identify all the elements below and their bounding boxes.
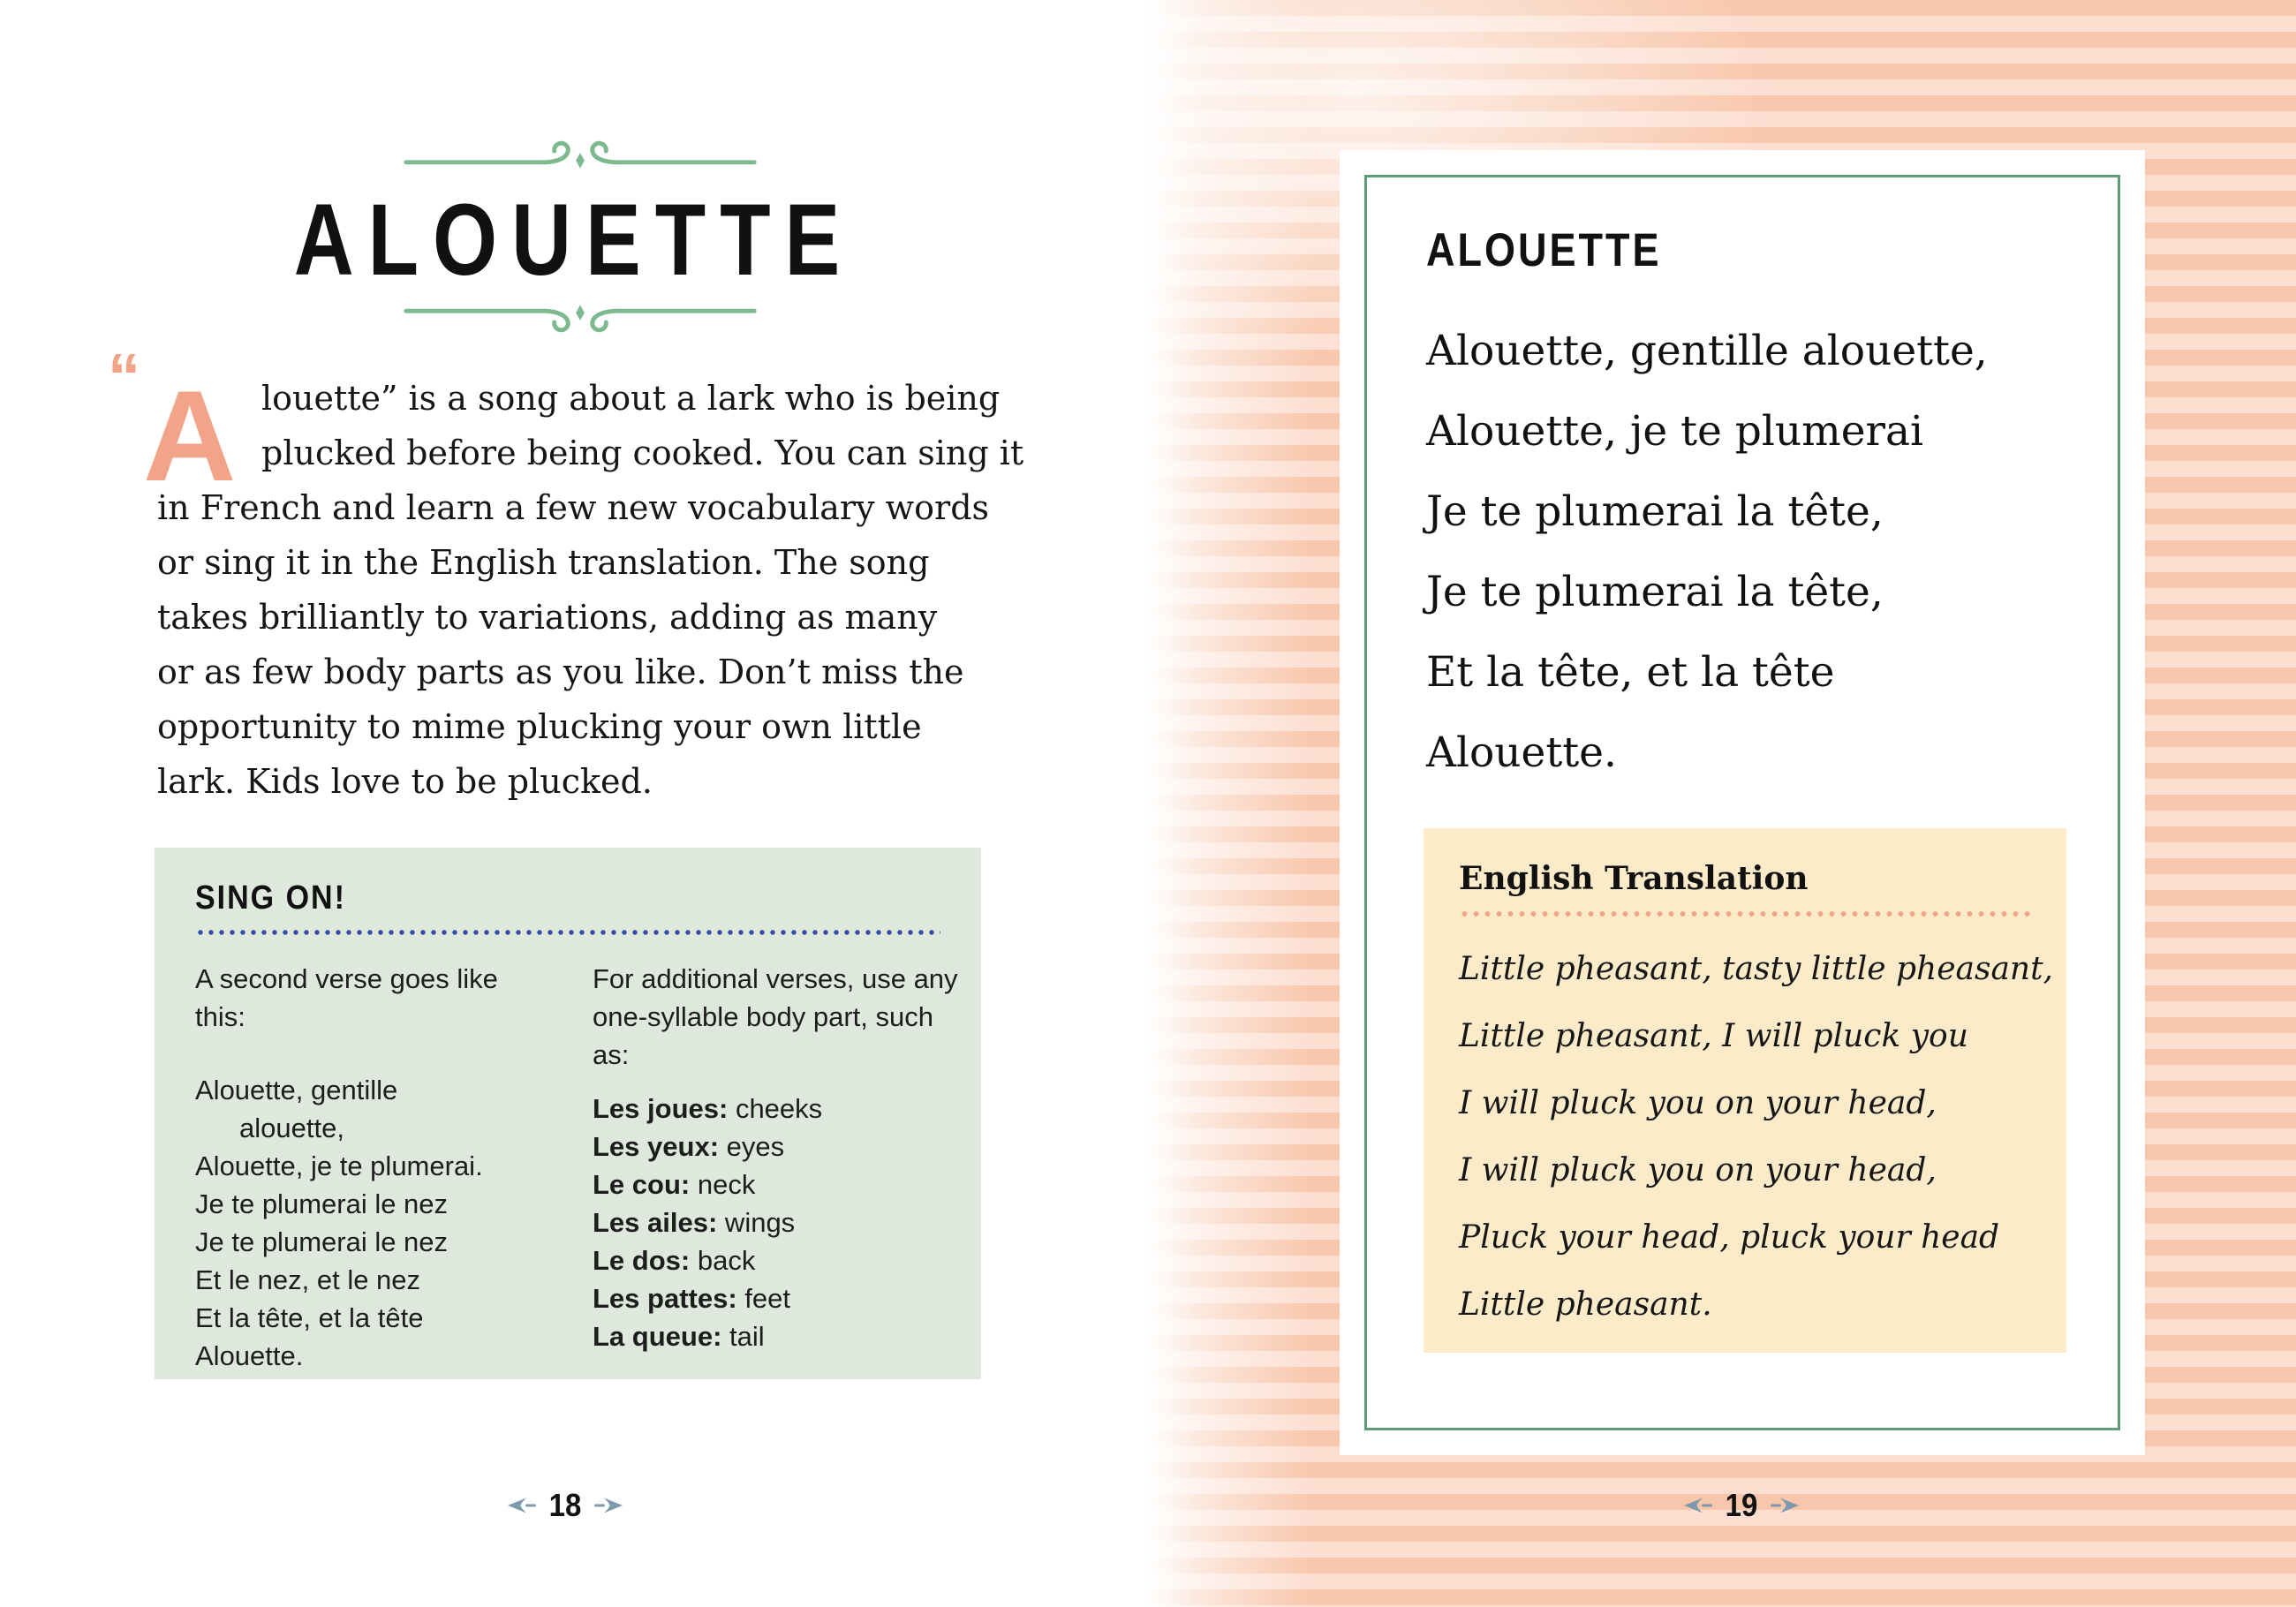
verse-line: Alouette, gentille bbox=[195, 1075, 398, 1105]
page-arrow-left-icon bbox=[507, 1495, 537, 1516]
vocab-french: La queue: bbox=[593, 1321, 722, 1352]
sing-on-title: SING ON! bbox=[195, 879, 346, 917]
page-number-left bbox=[468, 1489, 662, 1522]
sing-on-right-column bbox=[593, 960, 976, 1375]
page-number-text: 19 bbox=[1725, 1487, 1758, 1523]
verse-line: Je te plumerai le nez bbox=[195, 1226, 449, 1257]
lyric-line: Alouette. bbox=[1426, 728, 1617, 777]
intro-line: opportunity to mime plucking your own little bbox=[157, 707, 922, 746]
vocab-item bbox=[593, 1279, 976, 1317]
vocab-english: back bbox=[690, 1245, 756, 1276]
dropcap-letter: A bbox=[143, 364, 237, 508]
intro-line: plucked before being cooked. You can sing it bbox=[261, 434, 1024, 472]
dotted-rule-blue bbox=[195, 928, 940, 937]
translation-line: Pluck your head, pluck your head bbox=[1459, 1219, 2000, 1256]
translation-line: I will pluck you on your head, bbox=[1459, 1152, 1937, 1188]
vocab-item bbox=[593, 1090, 976, 1128]
page-arrow-left-icon bbox=[1683, 1495, 1713, 1516]
page-arrow-right-icon bbox=[593, 1495, 623, 1516]
verse-intro: A second verse goes like this: bbox=[195, 963, 498, 1032]
vocab-english: cheeks bbox=[728, 1093, 823, 1124]
translation-line: Little pheasant, tasty little pheasant, bbox=[1459, 951, 2053, 987]
vocab-item bbox=[593, 1203, 976, 1241]
translation-title: English Translation bbox=[1459, 860, 1809, 897]
verse-line: Et le nez, et le nez bbox=[195, 1264, 421, 1295]
verse-line: Et la tête, et la tête bbox=[195, 1302, 424, 1333]
verse-line: Alouette, je te plumerai. bbox=[195, 1151, 483, 1181]
page-arrow-right-icon bbox=[1770, 1495, 1800, 1516]
vocab-item bbox=[593, 1166, 976, 1203]
lyric-line: Alouette, je te plumerai bbox=[1426, 407, 1924, 456]
page-number-right bbox=[1644, 1489, 1839, 1522]
flourish-bottom-icon bbox=[399, 298, 761, 339]
sing-on-columns bbox=[195, 960, 958, 1375]
lyrics-title: ALOUETTE bbox=[1426, 223, 1662, 276]
translation-line: Little pheasant. bbox=[1459, 1286, 1712, 1323]
page-title: ALOUETTE bbox=[293, 183, 855, 297]
vocab-french: Le dos: bbox=[593, 1245, 691, 1276]
flourish-top-icon bbox=[399, 134, 761, 175]
french-lyrics bbox=[1426, 311, 2071, 793]
vocab-french: Les ailes: bbox=[593, 1207, 718, 1238]
vocab-english: neck bbox=[690, 1169, 756, 1200]
intro-paragraph bbox=[108, 340, 1024, 809]
intro-line: louette” is a song about a lark who is being bbox=[261, 379, 1001, 418]
vocab-item bbox=[593, 1128, 976, 1166]
right-page bbox=[1148, 0, 2296, 1607]
vocab-french: Les joues: bbox=[593, 1093, 729, 1124]
vocab-english: feet bbox=[736, 1283, 790, 1314]
vocab-french: Les pattes: bbox=[593, 1283, 737, 1314]
sing-on-box bbox=[155, 848, 981, 1379]
intro-line: lark. Kids love to be plucked. bbox=[157, 762, 653, 801]
intro-line: or as few body parts as you like. Don’t miss the bbox=[157, 653, 964, 691]
vocab-english: tail bbox=[721, 1321, 765, 1352]
translation-line: Little pheasant, I will pluck you bbox=[1459, 1018, 1968, 1054]
lyric-line: Et la tête, et la tête bbox=[1426, 648, 1835, 697]
lyrics-card bbox=[1340, 150, 2145, 1455]
dotted-rule-salmon bbox=[1459, 909, 2031, 918]
english-translation-box bbox=[1424, 828, 2066, 1353]
sing-on-left-column bbox=[195, 960, 550, 1375]
dropcap-quote-mark: “ bbox=[108, 340, 140, 413]
intro-line: or sing it in the English translation. The song bbox=[157, 543, 930, 582]
lyric-line: Alouette, gentille alouette, bbox=[1426, 327, 1988, 375]
lyric-line: Je te plumerai la tête, bbox=[1426, 568, 1884, 616]
vocab-french: Les yeux: bbox=[593, 1131, 720, 1162]
verse-line: Je te plumerai le nez bbox=[195, 1188, 449, 1219]
verse-line: Alouette. bbox=[195, 1340, 304, 1371]
vocab-english: eyes bbox=[719, 1131, 785, 1162]
intro-line: takes brilliantly to variations, adding as many bbox=[157, 598, 938, 637]
vocab-item bbox=[593, 1241, 976, 1279]
vocab-intro: For additional verses, use any one-syllable body part, such as: bbox=[593, 963, 958, 1070]
verse-line: alouette, bbox=[239, 1113, 344, 1143]
translation-line: I will pluck you on your head, bbox=[1459, 1085, 1937, 1121]
page-number-text: 18 bbox=[548, 1487, 582, 1523]
lyric-line: Je te plumerai la tête, bbox=[1426, 487, 1884, 536]
lyrics-card-content bbox=[1426, 223, 2071, 793]
vocab-english: wings bbox=[717, 1207, 796, 1238]
vocab-french: Le cou: bbox=[593, 1169, 691, 1200]
vocab-item bbox=[593, 1317, 976, 1355]
intro-line: in French and learn a few new vocabulary words bbox=[157, 488, 990, 527]
